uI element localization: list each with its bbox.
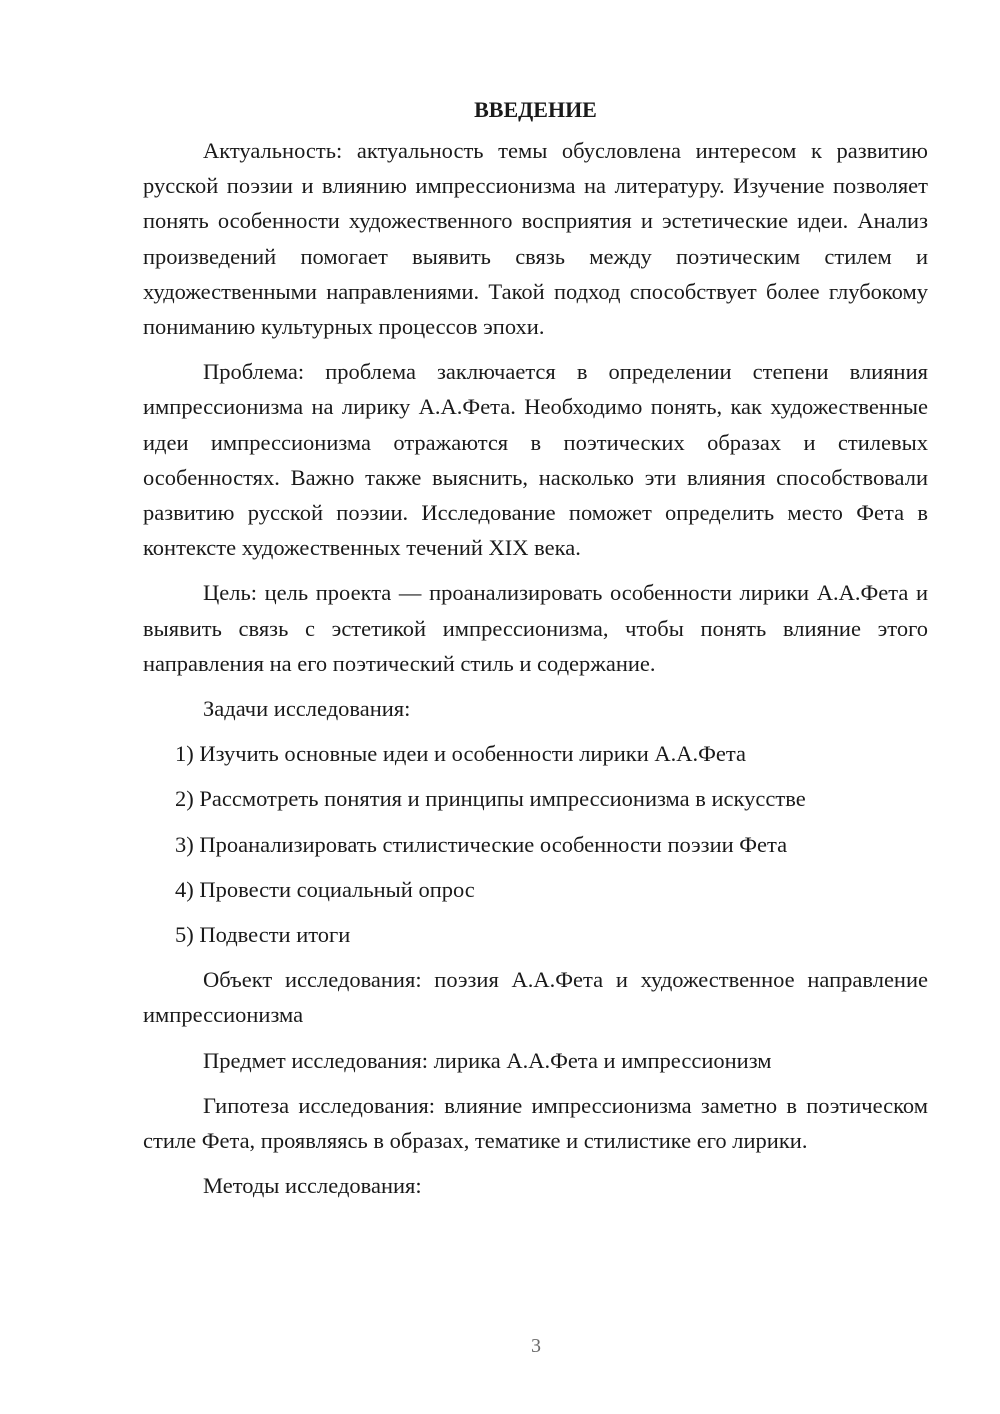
methods-heading: Методы исследования: xyxy=(203,1173,422,1199)
relevance-paragraph: Актуальность: актуальность темы обусловлена интересом к развитию русской поэзии и влиянию импрессионизма на литературу. Изучение позволяет понять особенности художественного восприятия и эстетические идеи. Анализ произведений помогает выявить связь между поэтическим стилем и художественными направлениями. Такой подход способствует более глубокому пониманию культурных процессов эпохи. xyxy=(143,138,928,340)
task-item-5: 5) Подвести итоги xyxy=(175,922,351,948)
goal-paragraph: Цель: цель проекта — проанализировать особенности лирики А.А.Фета и выявить связь с эстетикой импрессионизма, чтобы понять влияние этого направления на его поэтический стиль и содержание. xyxy=(143,580,928,676)
hypothesis-paragraph: Гипотеза исследования: влияние импрессионизма заметно в поэтическом стиле Фета, проявляясь в образах, тематике и стилистике его лирики. xyxy=(143,1092,928,1154)
tasks-heading: Задачи исследования: xyxy=(203,696,411,722)
task-item-4: 4) Провести социальный опрос xyxy=(175,876,475,902)
task-item-3: 3) Проанализировать стилистические особенности поэзии Фета xyxy=(175,831,788,857)
task-item-2: 2) Рассмотреть понятия и принципы импрессионизма в искусстве xyxy=(175,786,806,812)
object-paragraph: Объект исследования: поэзия А.А.Фета и художественное направление импрессионизма xyxy=(143,967,928,1028)
page-content xyxy=(143,95,928,1213)
page-number: 3 xyxy=(531,1335,541,1357)
task-item-1: 1) Изучить основные идеи и особенности лирики А.А.Фета xyxy=(175,741,746,767)
problem-paragraph: Проблема: проблема заключается в определении степени влияния импрессионизма на лирику А.А.Фета. Необходимо понять, как художественные идеи импрессионизма отражаются в поэтических образах и стилевых особенностях. Важно также выяснить, насколько эти влияния способствовали развитию русской поэзии. Исследование поможет определить место Фета в контексте художественных течений XIX века. xyxy=(143,359,928,561)
subject-paragraph: Предмет исследования: лирика А.А.Фета и импрессионизм xyxy=(203,1047,772,1073)
tasks-list xyxy=(143,736,928,952)
page-title: ВВЕДЕНИЕ xyxy=(474,97,597,122)
